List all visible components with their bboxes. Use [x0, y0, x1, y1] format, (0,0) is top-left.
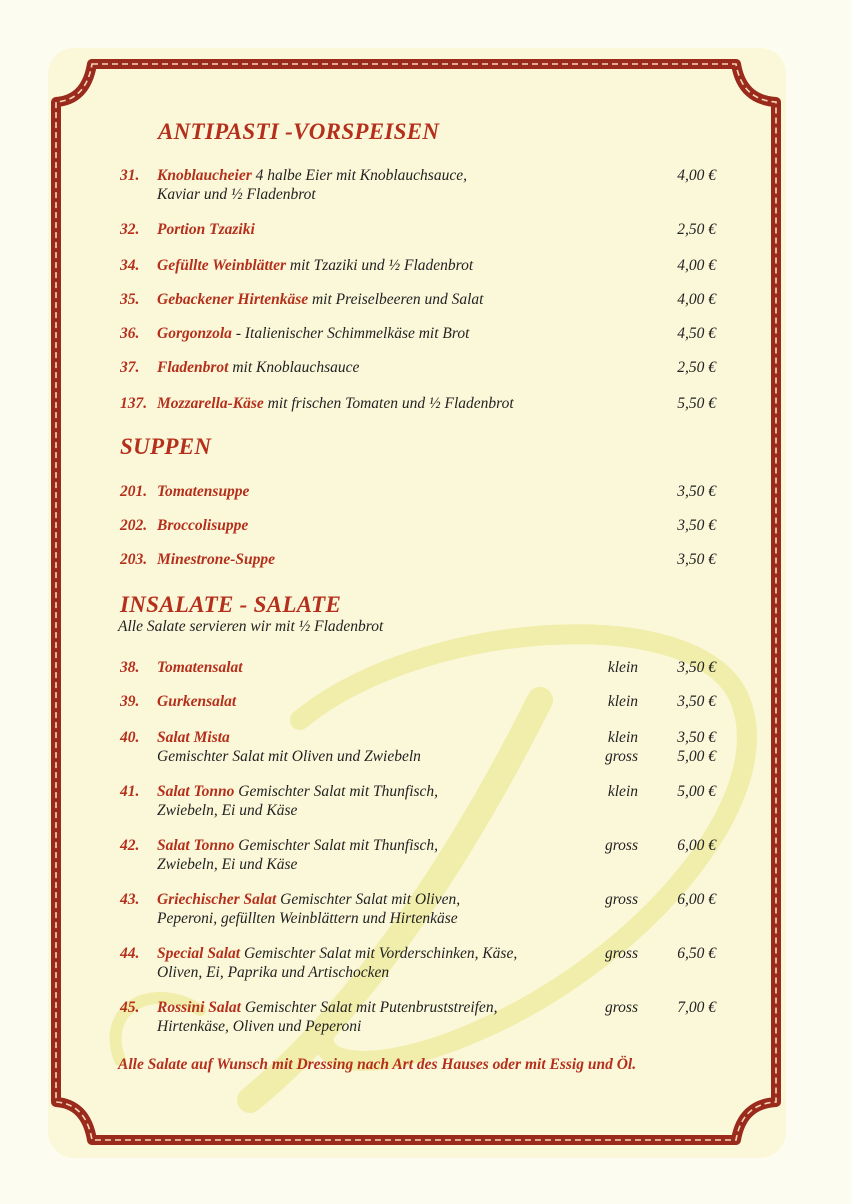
- item-name: Tomatensalat: [157, 659, 243, 676]
- item-number: 137.: [120, 395, 148, 412]
- item-price: 4,00 €: [677, 291, 716, 308]
- item-name: Salat Tonno: [157, 837, 235, 854]
- item-number: 201.: [120, 483, 148, 500]
- item-price: 5,00 €: [677, 783, 716, 800]
- item-number: 36.: [120, 325, 140, 342]
- item-price: 7,00 €: [677, 999, 716, 1016]
- item-detail: mit Preiselbeeren und Salat: [308, 291, 484, 308]
- item-price: 3,50 €: [677, 693, 716, 710]
- item-detail: Gemischter Salat mit Thunfisch,: [234, 837, 439, 854]
- item-detail: Gemischter Salat mit Vorderschinken, Käse,: [240, 945, 518, 962]
- item-name: Salat Mista: [157, 729, 230, 746]
- item-description: [157, 550, 597, 569]
- item-name: Griechischer Salat: [157, 891, 277, 908]
- item-price: 6,50 €: [677, 945, 716, 962]
- section-subtitle: Alle Salate servieren wir mit ½ Fladenbrot: [118, 618, 384, 635]
- item-description: [157, 728, 597, 766]
- item-name: Fladenbrot: [157, 359, 229, 376]
- item-description: [157, 324, 597, 343]
- item-size: klein: [607, 783, 638, 800]
- item-size: gross: [604, 837, 638, 854]
- item-number: 32.: [120, 221, 140, 238]
- item-detail: Gemischter Salat mit Putenbruststreifen,: [241, 999, 498, 1016]
- item-size-large: gross: [604, 748, 638, 765]
- item-name: Knoblaucheier: [157, 167, 252, 184]
- item-detail: - Italienischer Schimmelkäse mit Brot: [231, 325, 470, 342]
- item-name: Broccolisuppe: [157, 517, 249, 534]
- item-name: Rossini Salat: [157, 999, 241, 1016]
- item-description: [157, 998, 597, 1036]
- item-price: 4,00 €: [677, 257, 716, 274]
- item-detail-line2: Peperoni, gefüllten Weinblättern und Hirtenkäse: [157, 910, 458, 927]
- item-price: 2,50 €: [677, 359, 716, 376]
- item-name: Portion Tzaziki: [157, 221, 255, 238]
- item-price: 6,00 €: [677, 891, 716, 908]
- item-description: [157, 220, 597, 239]
- item-detail-line2: Hirtenkäse, Oliven und Peperoni: [157, 1018, 362, 1035]
- item-detail: Gemischter Salat mit Thunfisch,: [234, 783, 439, 800]
- item-price: 5,50 €: [677, 395, 716, 412]
- item-size: klein: [607, 659, 638, 676]
- item-price: 4,50 €: [677, 325, 716, 342]
- section-heading-salate: INSALATE - SALATE: [120, 592, 342, 617]
- item-name: Gurkensalat: [157, 693, 237, 710]
- item-detail: mit Knoblauchsauce: [228, 359, 360, 376]
- item-description: [157, 166, 597, 204]
- item-description: [157, 782, 597, 820]
- item-description: [157, 358, 597, 377]
- item-description: [157, 692, 597, 711]
- item-number: 34.: [120, 257, 140, 274]
- item-number: 203.: [120, 551, 148, 568]
- item-number: 38.: [120, 659, 140, 676]
- salad-dressing-note: Alle Salate auf Wunsch mit Dressing nach Art des Hauses oder mit Essig und Öl.: [118, 1056, 637, 1073]
- item-detail: Gemischter Salat mit Oliven,: [276, 891, 461, 908]
- item-name: Gefüllte Weinblätter: [157, 257, 287, 274]
- item-size: gross: [604, 891, 638, 908]
- item-number: 45.: [120, 999, 140, 1016]
- item-description: [157, 944, 597, 982]
- item-detail-line2: Kaviar und ½ Fladenbrot: [157, 186, 316, 203]
- section-heading-antipasti: ANTIPASTI -VORSPEISEN: [158, 119, 440, 144]
- item-description: [157, 890, 597, 928]
- item-number: 35.: [120, 291, 140, 308]
- item-price-large: 5,00 €: [677, 748, 716, 765]
- item-description: [157, 290, 597, 309]
- section-heading-suppen: SUPPEN: [120, 434, 212, 459]
- item-detail: 4 halbe Eier mit Knoblauchsauce,: [251, 167, 467, 184]
- item-name: Special Salat: [157, 945, 241, 962]
- item-description: [157, 482, 597, 501]
- item-number: 42.: [120, 837, 140, 854]
- item-description: [157, 394, 597, 413]
- item-detail: mit frischen Tomaten und ½ Fladenbrot: [263, 395, 514, 412]
- item-price: 4,00 €: [677, 167, 716, 184]
- item-name: Minestrone-Suppe: [157, 551, 275, 568]
- item-price: 6,00 €: [677, 837, 716, 854]
- item-price: 3,50 €: [677, 483, 716, 500]
- item-size: gross: [604, 945, 638, 962]
- item-number: 43.: [120, 891, 140, 908]
- item-name: Mozzarella-Käse: [157, 395, 264, 412]
- item-name: Gebackener Hirtenkäse: [157, 291, 309, 308]
- item-price: [660, 728, 716, 766]
- item-detail-line2: Zwiebeln, Ei und Käse: [157, 802, 298, 819]
- item-price: 3,50 €: [677, 659, 716, 676]
- item-price: 3,50 €: [677, 551, 716, 568]
- item-price: 3,50 €: [677, 517, 716, 534]
- item-number: 31.: [120, 167, 140, 184]
- item-size: [600, 728, 638, 766]
- item-name: Tomatensuppe: [157, 483, 250, 500]
- item-number: 44.: [120, 945, 140, 962]
- item-detail-line2: Zwiebeln, Ei und Käse: [157, 856, 298, 873]
- item-number: 41.: [120, 783, 140, 800]
- item-number: 37.: [120, 359, 140, 376]
- item-size: klein: [607, 693, 638, 710]
- item-detail-line2: Oliven, Ei, Paprika und Artischocken: [157, 964, 390, 981]
- item-price-small: 3,50 €: [677, 729, 716, 746]
- item-size: gross: [604, 999, 638, 1016]
- item-number: 202.: [120, 517, 148, 534]
- item-number: 39.: [120, 693, 140, 710]
- item-description: [157, 516, 597, 535]
- item-number: 40.: [120, 729, 140, 746]
- item-description: [157, 256, 597, 275]
- item-detail: mit Tzaziki und ½ Fladenbrot: [286, 257, 474, 274]
- item-size-small: klein: [607, 729, 638, 746]
- item-name: Salat Tonno: [157, 783, 235, 800]
- item-description: [157, 658, 597, 677]
- item-description: [157, 836, 597, 874]
- item-detail-line2: Gemischter Salat mit Oliven und Zwiebeln: [157, 748, 421, 765]
- item-price: 2,50 €: [677, 221, 716, 238]
- item-name: Gorgonzola: [157, 325, 232, 342]
